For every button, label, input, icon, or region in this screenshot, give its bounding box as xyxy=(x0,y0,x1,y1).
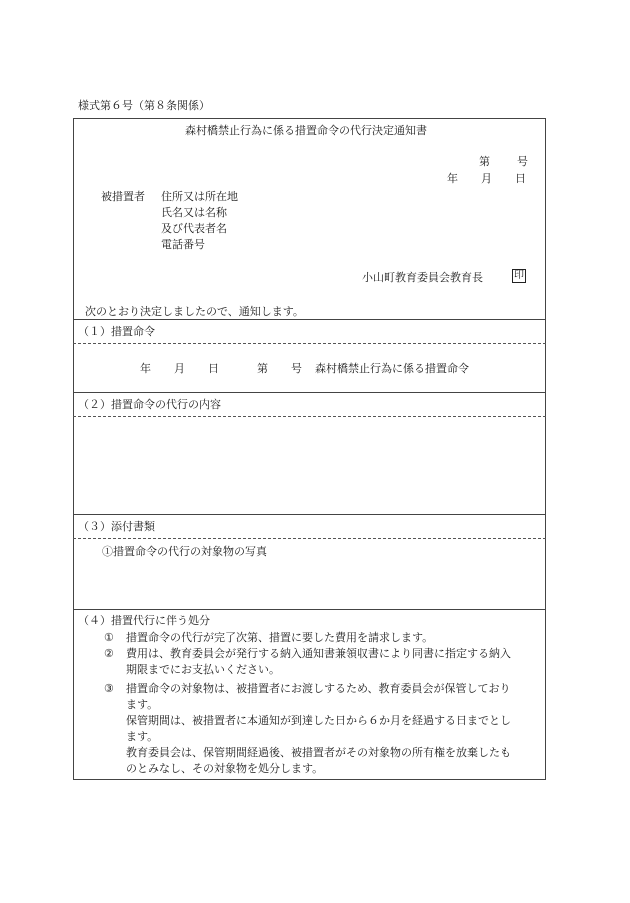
date-month: 月 xyxy=(481,172,492,185)
item-number: ③ xyxy=(104,682,114,695)
disposition-line: 措置命令の代行が完了次第、措置に要した費用を請求します。 xyxy=(126,631,434,644)
divider xyxy=(73,514,546,515)
date-year: 年 xyxy=(447,172,458,185)
disposition-line: 保管期間は、被措置者に本通知が到達した日から６か月を経過する日までとし xyxy=(126,714,511,727)
divider xyxy=(73,609,546,610)
order-year: 年 xyxy=(140,362,151,375)
disposition-line: ます。 xyxy=(126,698,159,711)
notice-frame xyxy=(73,118,546,780)
section4-heading: （４）措置代行に伴う処分 xyxy=(78,614,210,627)
date-day: 日 xyxy=(515,172,526,185)
attachment-item: ①措置命令の代行の対象物の写真 xyxy=(102,545,267,558)
intro-text: 次のとおり決定しましたので、通知します。 xyxy=(85,305,304,318)
item-number: ① xyxy=(104,631,114,644)
order-day: 日 xyxy=(208,362,219,375)
order-dai: 第 xyxy=(257,362,268,375)
disposition-line: のとみなし、その対象物を処分します。 xyxy=(126,762,324,775)
document-title: 森村橋禁止行為に係る措置命令の代行決定通知書 xyxy=(185,124,427,137)
item-number: ② xyxy=(104,647,114,660)
disposition-line: 教育委員会は、保管期間経過後、被措置者がその対象物の所有権を放棄したも xyxy=(126,746,511,759)
divider xyxy=(73,343,546,344)
number-dai: 第 xyxy=(479,155,490,168)
divider xyxy=(73,319,546,320)
recipient-field-representative: 及び代表者名 xyxy=(161,222,227,235)
disposition-line: 期限までにお支払いください。 xyxy=(126,663,280,676)
section1-heading: （１）措置命令 xyxy=(78,325,155,338)
number-go: 号 xyxy=(517,155,528,168)
recipient-field-name: 氏名又は名称 xyxy=(161,206,227,219)
disposition-line: 費用は、教育委員会が発行する納入通知書兼領収書により同書に指定する納入 xyxy=(126,647,511,660)
disposition-line: ます。 xyxy=(126,730,159,743)
order-go: 号 xyxy=(291,362,302,375)
form-label: 様式第６号（第８条関係） xyxy=(78,99,210,112)
divider xyxy=(73,392,546,393)
seal-mark: 印 xyxy=(514,270,524,281)
section3-heading: （３）添付書類 xyxy=(78,520,155,533)
section2-heading: （２）措置命令の代行の内容 xyxy=(78,398,221,411)
order-month: 月 xyxy=(174,362,185,375)
order-text: 森村橋禁止行為に係る措置命令 xyxy=(315,362,469,375)
divider xyxy=(73,538,546,539)
recipient-label: 被措置者 xyxy=(101,190,145,203)
disposition-line: 措置命令の対象物は、被措置者にお渡しするため、教育委員会が保管しており xyxy=(126,682,511,695)
recipient-field-phone: 電話番号 xyxy=(161,238,205,251)
divider xyxy=(73,416,546,417)
recipient-field-address: 住所又は所在地 xyxy=(161,190,238,203)
issuer-name: 小山町教育委員会教育長 xyxy=(362,271,483,284)
